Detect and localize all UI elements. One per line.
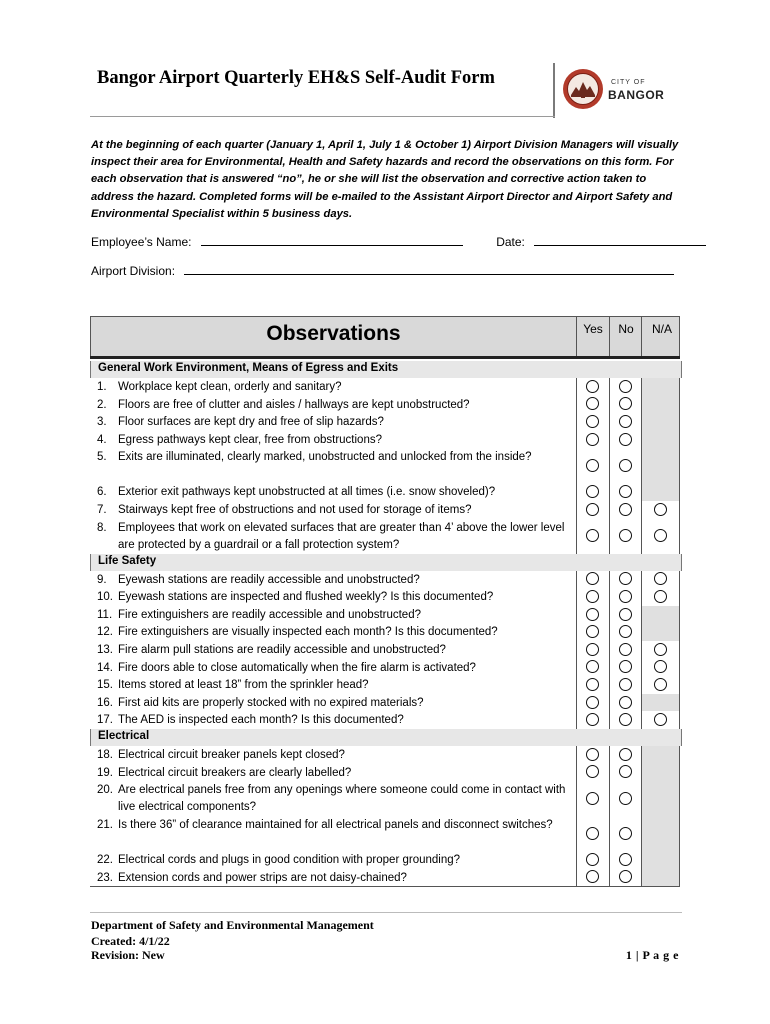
observation-row <box>90 746 680 764</box>
observation-number: 3. <box>97 416 107 429</box>
observations-table-body <box>90 361 680 887</box>
observation-row <box>90 448 680 483</box>
yes-radio-button[interactable] <box>586 433 599 446</box>
observation-question: Electrical circuit breakers are clearly labelled? <box>118 766 352 779</box>
na-cell <box>641 519 680 554</box>
yes-radio-button[interactable] <box>586 827 599 840</box>
observation-question: Exits are illuminated, clearly marked, unobstructed and unlocked from the inside? <box>118 451 532 464</box>
observation-number: 12. <box>97 626 113 639</box>
observation-question: Exterior exit pathways kept unobstructed at all times (i.e. snow shoveled)? <box>118 486 496 499</box>
yes-cell <box>576 519 608 554</box>
observation-number: 2. <box>97 398 107 411</box>
observation-question: Fire extinguishers are visually inspected each month? Is this documented? <box>118 626 498 639</box>
yes-radio-button[interactable] <box>586 459 599 472</box>
na-radio-button[interactable] <box>654 643 667 656</box>
na-cell <box>641 641 680 659</box>
no-radio-button[interactable] <box>619 713 632 726</box>
observation-question: Fire alarm pull stations are readily accessible and unobstructed? <box>118 643 446 656</box>
na-cell <box>641 606 680 624</box>
observation-row <box>90 694 680 712</box>
observation-question: Eyewash stations are readily accessible and unobstructed? <box>118 573 420 586</box>
yes-cell <box>576 764 608 782</box>
no-cell <box>609 869 641 887</box>
observation-number: 11. <box>97 608 113 621</box>
na-cell <box>641 711 680 729</box>
observation-row <box>90 588 680 606</box>
yes-radio-button[interactable] <box>586 870 599 883</box>
observation-number: 20. <box>97 784 113 797</box>
yes-cell <box>576 378 608 396</box>
observation-row <box>90 431 680 449</box>
observation-row <box>90 623 680 641</box>
yes-cell <box>576 588 608 606</box>
no-radio-button[interactable] <box>619 459 632 472</box>
date-field[interactable] <box>534 233 706 246</box>
yes-radio-button[interactable] <box>586 590 599 603</box>
observation-row <box>90 519 680 554</box>
section-label: Electrical <box>98 729 150 742</box>
column-header-yes: Yes <box>583 322 603 336</box>
no-cell <box>609 623 641 641</box>
no-radio-button[interactable] <box>619 485 632 498</box>
observation-number: 18. <box>97 748 113 761</box>
observation-question: Extension cords and power strips are not daisy-chained? <box>118 871 407 884</box>
observation-number: 16. <box>97 696 113 709</box>
observation-question: Items stored at least 18” from the sprinkler head? <box>118 679 369 692</box>
no-cell <box>609 816 641 851</box>
no-radio-button[interactable] <box>619 748 632 761</box>
footer-department: Department of Safety and Environmental Management <box>91 918 374 932</box>
section-header <box>90 729 682 746</box>
logo-bangor-text: BANGOR <box>608 88 665 102</box>
observations-table-header <box>90 316 680 358</box>
observation-question: Eyewash stations are inspected and flushed weekly? Is this documented? <box>118 591 494 604</box>
na-cell <box>641 588 680 606</box>
observation-row <box>90 483 680 501</box>
na-cell <box>641 396 680 414</box>
observation-row <box>90 659 680 677</box>
observation-question: Electrical circuit breaker panels kept closed? <box>118 748 345 761</box>
no-cell <box>609 746 641 764</box>
yes-radio-button[interactable] <box>586 765 599 778</box>
na-cell <box>641 448 680 483</box>
observation-number: 13. <box>97 643 113 656</box>
no-radio-button[interactable] <box>619 572 632 585</box>
footer-divider <box>90 912 682 913</box>
observation-number: 9. <box>97 573 107 586</box>
observation-question: Stairways kept free of obstructions and not used for storage of items? <box>118 503 472 516</box>
no-radio-button[interactable] <box>619 643 632 656</box>
observation-row <box>90 676 680 694</box>
yes-radio-button[interactable] <box>586 660 599 673</box>
observation-question: Workplace kept clean, orderly and sanitary? <box>118 381 342 393</box>
no-cell <box>609 659 641 677</box>
observation-number: 6. <box>97 486 107 499</box>
na-cell <box>641 501 680 519</box>
no-radio-button[interactable] <box>619 792 632 805</box>
footer-created-date: Created: 4/1/22 <box>91 934 170 948</box>
no-radio-button[interactable] <box>619 608 632 621</box>
na-cell <box>641 746 680 764</box>
city-seal-icon <box>562 68 604 110</box>
no-cell <box>609 711 641 729</box>
no-radio-button[interactable] <box>619 678 632 691</box>
section-label: Life Safety <box>98 554 157 567</box>
yes-cell <box>576 431 608 449</box>
yes-radio-button[interactable] <box>586 678 599 691</box>
airport-division-field[interactable] <box>184 262 674 275</box>
section-header <box>90 361 682 378</box>
no-radio-button[interactable] <box>619 853 632 866</box>
yes-cell <box>576 711 608 729</box>
yes-cell <box>576 448 608 483</box>
observation-question: Employees that work on elevated surfaces that are greater than 4’ above the lower level are protected by a guardrail or a fall protection system? <box>118 521 565 551</box>
na-cell <box>641 694 680 712</box>
logo-city-of-text: CITY OF <box>611 79 646 86</box>
observation-row <box>90 781 680 816</box>
observation-question: Fire doors able to close automatically when the fire alarm is activated? <box>118 661 476 674</box>
no-cell <box>609 851 641 869</box>
yes-radio-button[interactable] <box>586 625 599 638</box>
employee-date-row <box>91 233 706 249</box>
yes-radio-button[interactable] <box>586 643 599 656</box>
yes-radio-button[interactable] <box>586 792 599 805</box>
yes-radio-button[interactable] <box>586 529 599 542</box>
yes-cell <box>576 571 608 589</box>
no-cell <box>609 483 641 501</box>
observation-number: 10. <box>97 591 113 604</box>
yes-radio-button[interactable] <box>586 415 599 428</box>
na-radio-button[interactable] <box>654 529 667 542</box>
observation-number: 8. <box>97 521 107 534</box>
no-radio-button[interactable] <box>619 590 632 603</box>
header-rule <box>90 356 680 359</box>
no-cell <box>609 676 641 694</box>
yes-radio-button[interactable] <box>586 696 599 709</box>
na-radio-button[interactable] <box>654 678 667 691</box>
footer-revision: Revision: New <box>91 948 165 962</box>
yes-radio-button[interactable] <box>586 748 599 761</box>
no-radio-button[interactable] <box>619 660 632 673</box>
no-radio-button[interactable] <box>619 503 632 516</box>
yes-cell <box>576 816 608 851</box>
observation-row <box>90 711 680 729</box>
footer-page-number: 1 | P a g e <box>625 948 679 962</box>
yes-cell <box>576 869 608 887</box>
observation-row <box>90 413 680 431</box>
na-cell <box>641 869 680 887</box>
observation-number: 22. <box>97 854 113 867</box>
yes-cell <box>576 623 608 641</box>
no-radio-button[interactable] <box>619 827 632 840</box>
no-cell <box>609 413 641 431</box>
observation-number: 23. <box>97 871 113 884</box>
no-cell <box>609 606 641 624</box>
observations-title: Observations <box>266 322 401 345</box>
na-cell <box>641 816 680 851</box>
na-cell <box>641 431 680 449</box>
column-header-na: N/A <box>651 322 672 336</box>
no-radio-button[interactable] <box>619 870 632 883</box>
yes-cell <box>576 746 608 764</box>
yes-cell <box>576 606 608 624</box>
airport-division-label: Airport Division: <box>91 264 176 278</box>
no-cell <box>609 781 641 816</box>
observation-question: Fire extinguishers are readily accessible and unobstructed? <box>118 608 421 621</box>
yes-cell <box>576 641 608 659</box>
na-radio-button[interactable] <box>654 572 667 585</box>
employee-name-field[interactable] <box>201 233 463 246</box>
observation-number: 5. <box>97 451 107 464</box>
no-cell <box>609 519 641 554</box>
observation-number: 15. <box>97 679 113 692</box>
na-cell <box>641 764 680 782</box>
observation-question: Are electrical panels free from any openings where someone could come in contact with live electrical components? <box>118 784 566 814</box>
section-header <box>90 554 682 571</box>
yes-cell <box>576 483 608 501</box>
na-cell <box>641 781 680 816</box>
yes-cell <box>576 676 608 694</box>
airport-division-row <box>91 262 674 278</box>
observation-row <box>90 764 680 782</box>
observations-table <box>90 316 680 898</box>
observation-number: 7. <box>97 503 107 516</box>
observation-question: Electrical cords and plugs in good condition with proper grounding? <box>118 854 461 867</box>
na-radio-button[interactable] <box>654 503 667 516</box>
yes-cell <box>576 501 608 519</box>
yes-radio-button[interactable] <box>586 503 599 516</box>
na-cell <box>641 676 680 694</box>
header-divider <box>90 116 555 117</box>
no-cell <box>609 448 641 483</box>
no-radio-button[interactable] <box>619 625 632 638</box>
na-cell <box>641 413 680 431</box>
observation-question: Floor surfaces are kept dry and free of slip hazards? <box>118 416 384 429</box>
observation-row <box>90 869 680 888</box>
yes-radio-button[interactable] <box>586 485 599 498</box>
yes-cell <box>576 659 608 677</box>
no-cell <box>609 641 641 659</box>
no-cell <box>609 764 641 782</box>
yes-cell <box>576 413 608 431</box>
no-radio-button[interactable] <box>619 765 632 778</box>
no-radio-button[interactable] <box>619 397 632 410</box>
na-cell <box>641 623 680 641</box>
observation-row <box>90 641 680 659</box>
na-cell <box>641 659 680 677</box>
na-cell <box>641 483 680 501</box>
na-radio-button[interactable] <box>654 660 667 673</box>
observation-question: Egress pathways kept clear, free from obstructions? <box>118 433 382 446</box>
observation-number: 14. <box>97 661 113 674</box>
header-divider-vertical <box>553 63 555 118</box>
no-cell <box>609 378 641 396</box>
yes-cell <box>576 694 608 712</box>
observation-row <box>90 816 680 851</box>
observation-question: First aid kits are properly stocked with no expired materials? <box>118 696 424 709</box>
observation-number: 19. <box>97 766 113 779</box>
na-cell <box>641 571 680 589</box>
yes-cell <box>576 396 608 414</box>
observation-number: 1. <box>97 381 107 393</box>
no-radio-button[interactable] <box>619 415 632 428</box>
na-cell <box>641 378 680 396</box>
yes-cell <box>576 781 608 816</box>
form-title: Bangor Airport Quarterly EH&S Self-Audit Form <box>97 68 495 88</box>
observation-number: 4. <box>97 433 107 446</box>
observation-row <box>90 396 680 414</box>
yes-radio-button[interactable] <box>586 397 599 410</box>
section-label: General Work Environment, Means of Egress and Exits <box>98 362 399 374</box>
no-cell <box>609 588 641 606</box>
no-cell <box>609 396 641 414</box>
observation-question: Is there 36” of clearance maintained for all electrical panels and disconnect switches? <box>118 819 553 832</box>
no-cell <box>609 571 641 589</box>
observation-question: The AED is inspected each month? Is this documented? <box>118 714 404 727</box>
observation-question: Floors are free of clutter and aisles / hallways are kept unobstructed? <box>118 398 470 411</box>
no-radio-button[interactable] <box>619 529 632 542</box>
observation-row <box>90 606 680 624</box>
no-radio-button[interactable] <box>619 696 632 709</box>
column-header-no: No <box>618 322 634 336</box>
na-cell <box>641 851 680 869</box>
no-radio-button[interactable] <box>619 433 632 446</box>
observation-row <box>90 378 680 396</box>
observation-row <box>90 501 680 519</box>
yes-radio-button[interactable] <box>586 713 599 726</box>
no-cell <box>609 694 641 712</box>
na-radio-button[interactable] <box>654 590 667 603</box>
yes-radio-button[interactable] <box>586 853 599 866</box>
employee-name-label: Employee’s Name: <box>91 235 192 249</box>
observation-row <box>90 571 680 589</box>
yes-cell <box>576 851 608 869</box>
observation-number: 21. <box>97 819 113 832</box>
na-radio-button[interactable] <box>654 713 667 726</box>
city-of-bangor-logo <box>560 66 670 112</box>
observation-row <box>90 851 680 869</box>
yes-radio-button[interactable] <box>586 380 599 393</box>
no-radio-button[interactable] <box>619 380 632 393</box>
date-label: Date: <box>496 235 525 249</box>
observation-number: 17. <box>97 714 113 727</box>
yes-radio-button[interactable] <box>586 608 599 621</box>
no-cell <box>609 501 641 519</box>
instructions-paragraph: At the beginning of each quarter (January 1, April 1, July 1 & October 1) Airport Division Managers will visually inspect their area for Environmental, Health and Safety hazards and record the observations on this form. For each observation that is answered “no”, he or she will list the observation and corrective action taken to address the hazard. Completed forms will be e-mailed to the Assistant Airport Director and Airport Safety and Environmental Specialist within 5 business days. <box>91 139 679 220</box>
no-cell <box>609 431 641 449</box>
yes-radio-button[interactable] <box>586 572 599 585</box>
